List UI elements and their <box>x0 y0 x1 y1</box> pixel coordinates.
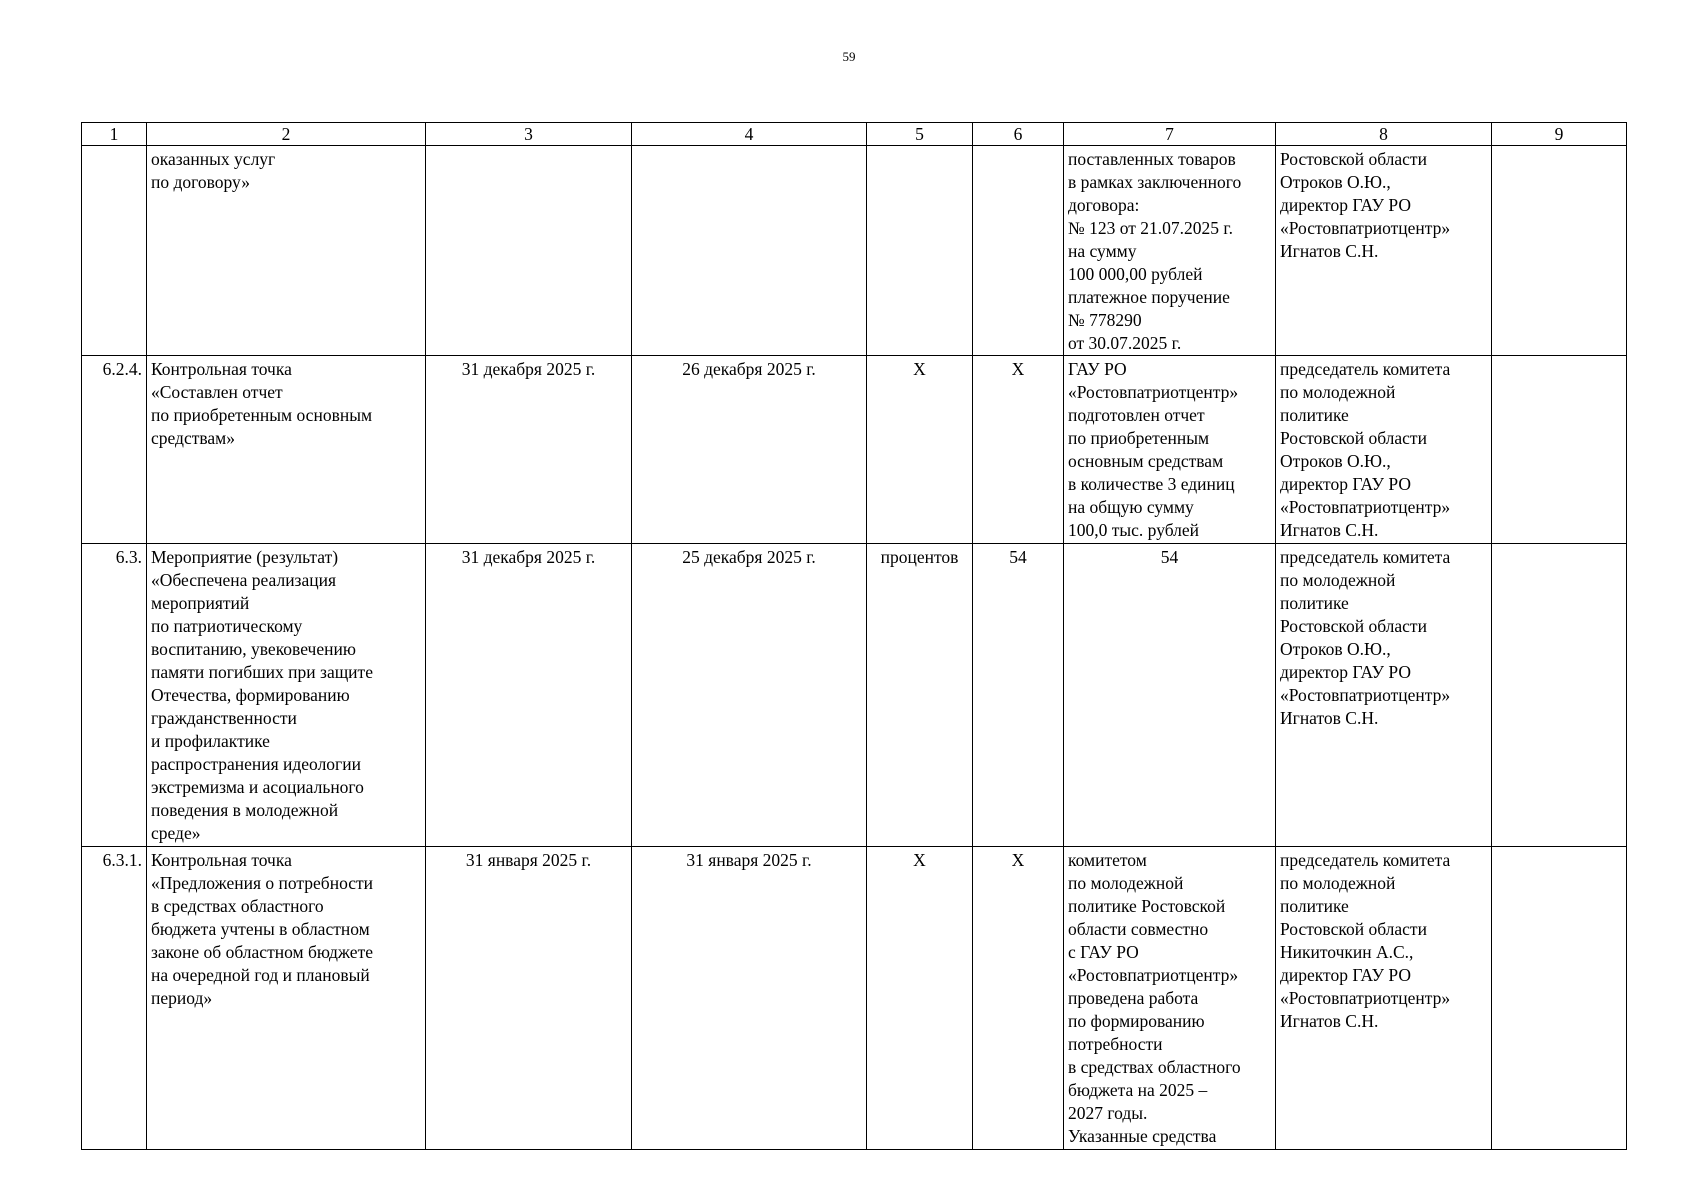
responsible: председатель комитета по молодежной политике Ростовской области Никиточкин А.С., директор ГАУ РО «Ростовпатриотцентр» Игнатов С.Н. <box>1276 847 1492 1150</box>
header-row <box>82 123 1627 146</box>
fact-date: 31 января 2025 г. <box>632 847 867 1150</box>
row-number: 6.3. <box>82 544 147 847</box>
event-name: Контрольная точка «Составлен отчет по приобретенным основным средствам» <box>147 356 426 544</box>
note <box>1492 847 1627 1150</box>
plan-date: 31 января 2025 г. <box>426 847 632 1150</box>
unit: Х <box>867 356 973 544</box>
event-name: Мероприятие (результат) «Обеспечена реализация мероприятий по патриотическому воспитанию, увековечению памяти погибших при защите Отечества, формированию гражданственности и профилактике распространения идеологии экстремизма и асоциального поведения в молодежной среде» <box>147 544 426 847</box>
column-header: 5 <box>867 123 973 146</box>
result-text: 54 <box>1064 544 1276 847</box>
unit: процентов <box>867 544 973 847</box>
row-number <box>82 146 147 356</box>
report-table <box>81 122 1627 1150</box>
unit: Х <box>867 847 973 1150</box>
fact-date: 26 декабря 2025 г. <box>632 356 867 544</box>
plan-date: 31 декабря 2025 г. <box>426 356 632 544</box>
plan-date <box>426 146 632 356</box>
table-row <box>82 847 1627 1150</box>
responsible: председатель комитета по молодежной политике Ростовской области Отроков О.Ю., директор ГАУ РО «Ростовпатриотцентр» Игнатов С.Н. <box>1276 356 1492 544</box>
page-number: 59 <box>842 49 856 64</box>
column-header: 3 <box>426 123 632 146</box>
value: Х <box>973 356 1064 544</box>
value: 54 <box>973 544 1064 847</box>
column-header: 2 <box>147 123 426 146</box>
result-text: комитетом по молодежной политике Ростовской области совместно с ГАУ РО «Ростовпатриотцентр» проведена работа по формированию потребности в средствах областного бюджета на 2025 – 2027 годы. Указанные средства <box>1064 847 1276 1150</box>
event-name: Контрольная точка «Предложения о потребности в средствах областного бюджета учтены в областном законе об областном бюджете на очередной год и плановый период» <box>147 847 426 1150</box>
result-text: поставленных товаров в рамках заключенного договора: № 123 от 21.07.2025 г. на сумму 100 000,00 рублей платежное поручение № 778290 от 30.07.2025 г. <box>1064 146 1276 356</box>
column-header: 8 <box>1276 123 1492 146</box>
fact-date: 25 декабря 2025 г. <box>632 544 867 847</box>
table-row <box>82 146 1627 356</box>
note <box>1492 146 1627 356</box>
value: Х <box>973 847 1064 1150</box>
table-row <box>82 544 1627 847</box>
responsible: председатель комитета по молодежной политике Ростовской области Отроков О.Ю., директор ГАУ РО «Ростовпатриотцентр» Игнатов С.Н. <box>1276 544 1492 847</box>
column-header: 7 <box>1064 123 1276 146</box>
plan-date: 31 декабря 2025 г. <box>426 544 632 847</box>
value <box>973 146 1064 356</box>
note <box>1492 544 1627 847</box>
fact-date <box>632 146 867 356</box>
responsible: Ростовской области Отроков О.Ю., директор ГАУ РО «Ростовпатриотцентр» Игнатов С.Н. <box>1276 146 1492 356</box>
event-name: оказанных услуг по договору» <box>147 146 426 356</box>
row-number: 6.2.4. <box>82 356 147 544</box>
column-header: 9 <box>1492 123 1627 146</box>
column-header: 1 <box>82 123 147 146</box>
row-number: 6.3.1. <box>82 847 147 1150</box>
table-row <box>82 356 1627 544</box>
unit <box>867 146 973 356</box>
note <box>1492 356 1627 544</box>
column-header: 6 <box>973 123 1064 146</box>
result-text: ГАУ РО «Ростовпатриотцентр» подготовлен отчет по приобретенным основным средствам в количестве 3 единиц на общую сумму 100,0 тыс. рублей <box>1064 356 1276 544</box>
column-header: 4 <box>632 123 867 146</box>
